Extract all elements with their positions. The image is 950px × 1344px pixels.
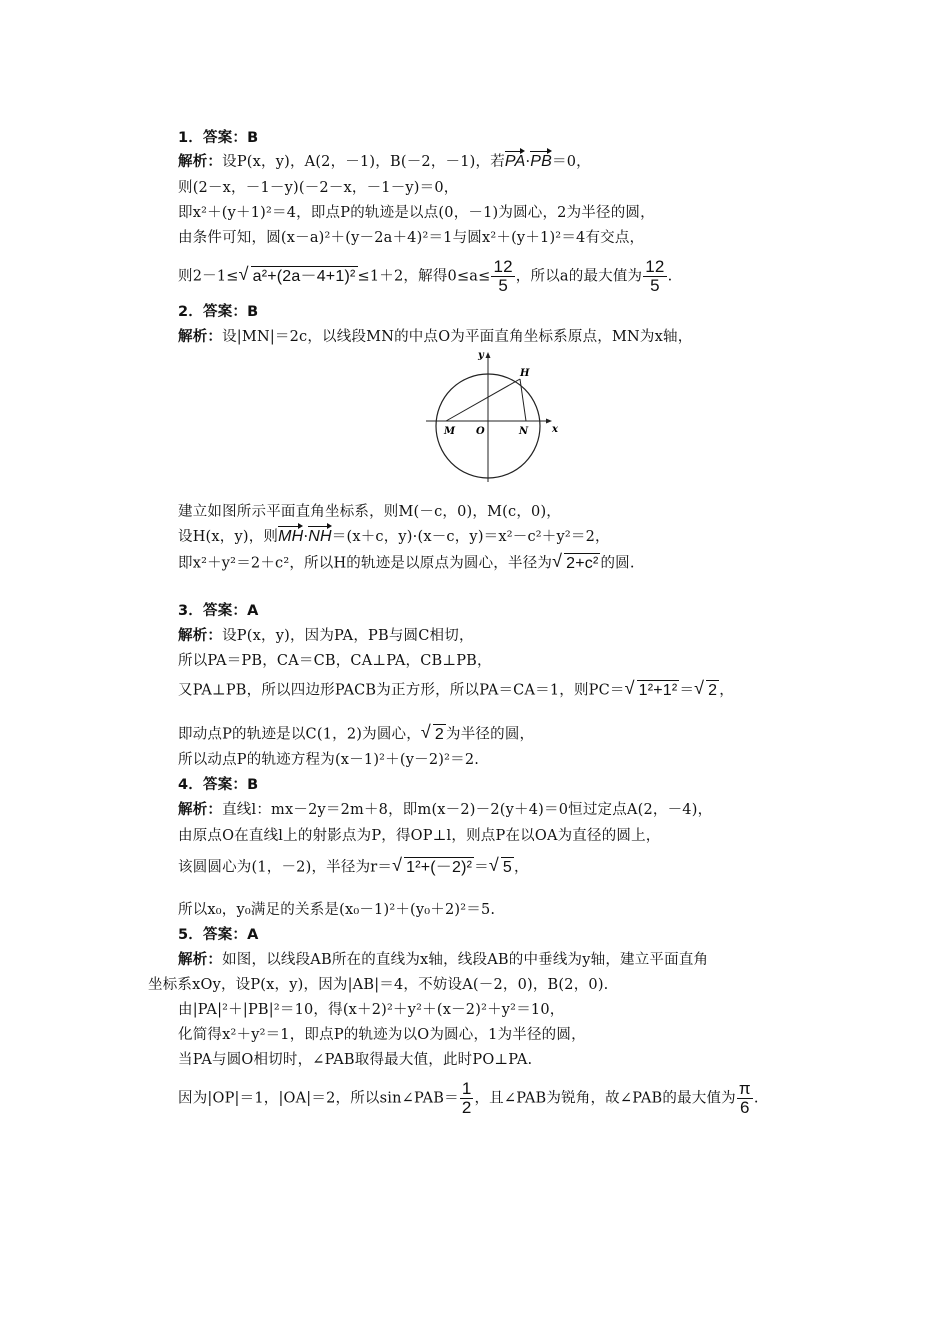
- q4-analysis-label: 解析：: [178, 802, 223, 818]
- q5-text: .: [753, 1090, 759, 1107]
- q3-analysis-label: 解析：: [178, 628, 223, 644]
- vector-pb: PB: [530, 153, 553, 170]
- q3-answer: 3．答案：A: [178, 603, 259, 619]
- q5-text: 如图，以线段AB所在的直线为x轴，线段AB的中垂线为y轴，建立平面直角: [222, 952, 709, 968]
- q5-analysis-label: 解析：: [178, 952, 223, 968]
- fraction-denominator: 6: [740, 1098, 750, 1117]
- dot-operator: ·: [303, 529, 309, 545]
- q4-line-4: 所以x₀，y₀满足的关系是(x₀－1)²＋(y₀＋2)²＝5.: [178, 902, 496, 918]
- label-n: N: [519, 426, 529, 437]
- q1-answer: 1．答案：B: [178, 130, 259, 146]
- q3-line-5: 所以动点P的轨迹方程为(x－1)²＋(y－2)²＝2.: [178, 752, 480, 768]
- q2-text: 设H(x，y)，则: [178, 529, 279, 545]
- q2-text: 的圆.: [600, 555, 635, 572]
- q1-line-5: [178, 258, 672, 295]
- q2-text: ＝(x＋c，y)·(x－c，y)＝x²－c²＋y²＝2，: [331, 529, 610, 545]
- q3-text: 为半径的圆，: [446, 726, 535, 743]
- x-axis-arrow: [546, 419, 552, 424]
- q5-line-6: [178, 1080, 759, 1117]
- q2-line-2: 建立如图所示平面直角坐标系，则M(－c，0)，M(c，0)，: [178, 504, 562, 520]
- fraction-numerator: π: [738, 1079, 751, 1098]
- sqrt-expression: √ 2: [420, 722, 445, 743]
- coordinate-circle-figure: [424, 346, 564, 484]
- q1-text: 设: [222, 154, 237, 170]
- sqrt-body: 5: [502, 859, 512, 876]
- q1-line-3: 即x²＋(y＋1)²＝4，即点P的轨迹是以点(0，－1)为圆心，2为半径的圆，: [178, 205, 655, 221]
- fraction-numerator: 12: [493, 257, 513, 276]
- sqrt-expression: √ a²+(2a－4+1)²: [238, 264, 356, 285]
- q3-line-2: 所以PA＝PB，CA＝CB，CA⊥PA，CB⊥PB，: [178, 653, 492, 669]
- vector-mh: MH: [278, 528, 304, 545]
- q3-line-3: [178, 680, 734, 701]
- fraction-denominator: 5: [498, 276, 508, 295]
- q1-line-2: 则(2－x，－1－y)(－2－x，－1－y)＝0，: [178, 180, 459, 196]
- label-m: M: [444, 426, 456, 437]
- sqrt-expression: √ 2: [694, 678, 718, 699]
- q1-text: P(x，y)，A(2，－1)，B(－2，－1)，若: [236, 154, 505, 170]
- q5-answer: 5．答案：A: [178, 927, 259, 943]
- label-x: x: [552, 424, 558, 435]
- q4-answer: 4．答案：B: [178, 777, 259, 793]
- q4-text: ，: [513, 859, 529, 876]
- label-h: H: [520, 368, 530, 379]
- q2-line-1: [178, 327, 692, 347]
- sqrt-expression: √ 2+c²: [552, 551, 599, 572]
- fraction-numerator: 1: [461, 1079, 472, 1098]
- sqrt-expression: √ 1²+1²: [624, 678, 678, 699]
- q1-line-1: [178, 152, 591, 172]
- fraction-12-5: [643, 258, 666, 295]
- sqrt-body: a²+(2a－4+1)²: [252, 268, 356, 285]
- segment-nh: [520, 379, 526, 421]
- q2-line-4: [178, 553, 635, 574]
- q3-text: 设P(x，y)，因为PA，PB与圆C相切，: [222, 628, 474, 644]
- q5-line-3: 由|PA|²＋|PB|²＝10，得(x＋2)²＋y²＋(x－2)²＋y²＝10，: [178, 1002, 565, 1018]
- q3-line-1: [178, 626, 474, 646]
- q4-line-2: 由原点O在直线l上的射影点为P，得OP⊥l，则点P在以OA为直径的圆上，: [178, 828, 661, 844]
- q3-text: 又PA⊥PB，所以四边形PACB为正方形，所以PA＝CA＝1，则PC＝: [178, 682, 625, 699]
- q3-text: ，: [719, 682, 734, 699]
- q1-text: ＝0，: [552, 154, 591, 170]
- fraction-1-2: [460, 1080, 474, 1117]
- q1-analysis-label: 解析：: [178, 154, 223, 170]
- q3-text: ＝: [679, 682, 695, 699]
- q2-line-3: [178, 527, 610, 547]
- fraction-numerator: 12: [645, 257, 665, 276]
- q2-text: 设|MN|＝2c，以线段MN的中点O为平面直角坐标系原点，MN为x轴，: [222, 329, 693, 345]
- dot-operator: ·: [525, 154, 531, 170]
- vector-nh: NH: [308, 528, 332, 545]
- q4-text: 该圆圆心为(1，－2)，半径为r＝: [178, 859, 393, 876]
- sqrt-body: 2: [708, 682, 718, 699]
- q4-text: 直线l：mx－2y＝2m＋8，即m(x－2)－2(y＋4)＝0恒过定点A(2，－4)，: [222, 802, 713, 818]
- q4-line-3: [178, 857, 529, 878]
- q5-line-2: 坐标系xOy，设P(x，y)，因为|AB|＝4，不妨设A(－2，0)，B(2，0).: [148, 977, 609, 993]
- sqrt-body: 1²+1²: [638, 682, 678, 699]
- q5-text: ，且∠PAB为锐角，故∠PAB的最大值为: [474, 1090, 736, 1107]
- q1-text: .: [667, 268, 673, 285]
- q4-line-1: [178, 800, 712, 820]
- sqrt-body: 1²+(－2)²: [406, 859, 473, 876]
- q1-line-4: 由条件可知，圆(x－a)²＋(y－2a＋4)²＝1与圆x²＋(y＋1)²＝4有交点，: [178, 230, 645, 246]
- sqrt-body: 2: [434, 726, 445, 743]
- q5-text: 因为|OP|＝1，|OA|＝2，所以sin∠PAB＝: [178, 1090, 459, 1107]
- segment-mh: [446, 379, 520, 421]
- y-axis-arrow: [486, 352, 491, 358]
- fraction-12-5: [491, 258, 514, 295]
- q1-text: ，所以a的最大值为: [515, 268, 643, 285]
- q4-text: ＝: [474, 859, 489, 876]
- q5-line-5: 当PA与圆O相切时，∠PAB取得最大值，此时PO⊥PA.: [178, 1052, 533, 1068]
- q3-text: 即动点P的轨迹是以C(1，2)为圆心，: [178, 726, 421, 743]
- vector-pa: PA: [504, 153, 526, 170]
- q2-text: 即x²＋y²＝2＋c²，所以H的轨迹是以原点为圆心，半径为: [178, 555, 553, 572]
- q3-line-4: [178, 724, 534, 745]
- q2-analysis-label: 解析：: [178, 329, 223, 345]
- q5-line-4: 化简得x²＋y²＝1，即点P的轨迹为以O为圆心，1为半径的圆，: [178, 1027, 586, 1043]
- label-y: y: [478, 350, 484, 361]
- sqrt-expression: √ 1²+(－2)²: [392, 855, 473, 876]
- sqrt-body: 2+c²: [566, 555, 599, 572]
- fraction-pi-6: [737, 1080, 753, 1117]
- label-o: O: [476, 426, 485, 437]
- q1-text: ≤1＋2，解得0≤a≤: [357, 268, 491, 285]
- q5-line-1: [178, 950, 708, 970]
- sqrt-expression: √ 5: [488, 855, 512, 876]
- fraction-denominator: 5: [650, 276, 660, 295]
- q2-answer: 2．答案：B: [178, 304, 259, 320]
- fraction-denominator: 2: [461, 1098, 472, 1117]
- q1-text: 则2－1≤: [178, 268, 239, 285]
